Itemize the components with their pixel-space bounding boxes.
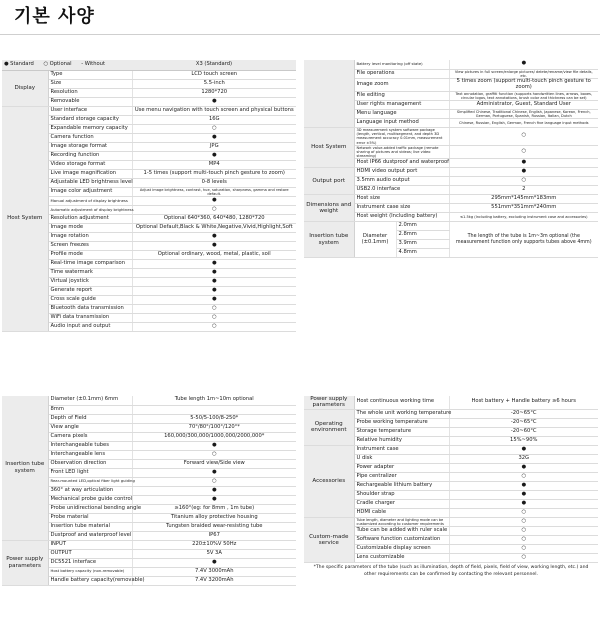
spec-label: HDMI cable (354, 508, 449, 517)
spec-label: Bluetooth data transmission (48, 304, 132, 313)
spec-label: Probe material (48, 513, 132, 522)
section-label: Insertion tube system (304, 222, 354, 258)
table-row (304, 517, 598, 526)
spec-label: Cross scale guide (48, 295, 132, 304)
section-label: Dimensions and weight (304, 195, 354, 222)
spec-value: ○ (449, 177, 598, 186)
spec-value: 7.4V 3200mAh (132, 576, 296, 585)
spec-label: Screen freezes (48, 241, 132, 250)
spec-value: ● (132, 133, 296, 142)
section-label: Output port (304, 168, 354, 195)
spec-value: Tungsten braided wear-resisting tube (132, 522, 296, 531)
spec-value: ● (449, 490, 598, 499)
bl-body (2, 396, 296, 585)
spec-label: Power adapter (354, 463, 449, 472)
spec-label: Recording function (48, 151, 132, 160)
section-label: Power supply parameters (304, 396, 354, 409)
spec-label: Handle battery capacity(removable) (48, 576, 132, 585)
spec-label: Resolution (48, 88, 132, 97)
spec-label: Host size (354, 195, 449, 204)
spec-value: 160,000/300,000/1000,000/2000,000* (132, 432, 296, 441)
spec-value: 2 (449, 186, 598, 195)
diameter-label (354, 222, 396, 258)
spec-label: Virtual joystick (48, 277, 132, 286)
spec-label: DC5521 interface (48, 558, 132, 567)
spec-value: ● (449, 481, 598, 490)
legend (2, 60, 132, 70)
spec-label: Host battery capacity (non-removable) (48, 567, 132, 576)
spec-value: ● (449, 499, 598, 508)
spec-value: Chinese, Russian, English, German, French five language input methods (449, 119, 598, 128)
spec-label: Rear-mounted LED,optical fiber light guiding (48, 477, 132, 486)
spec-value: JPG (132, 142, 296, 151)
spec-value: 5 times zoom (support multi-touch pinch gesture to zoom) (449, 78, 598, 91)
section-label: Operating environment (304, 409, 354, 445)
spec-value: ● (449, 60, 598, 69)
spec-label: Interchangeable lens (48, 450, 132, 459)
spec-value: ○ (449, 145, 598, 158)
spec-label: Language input method (354, 119, 449, 128)
table-row (2, 70, 296, 79)
spec-value: ● (132, 259, 296, 268)
spec-label: Image rotation (48, 232, 132, 241)
spec-label: Type (48, 70, 132, 79)
spec-value: ○ (449, 508, 598, 517)
spec-label: Removable (48, 97, 132, 106)
spec-value: Text annotation, graffiti function (supports handwritten lines, arrows, boxes, circular logos, text annotations, brush color and thickness can be set) (449, 91, 598, 100)
spec-value: Titanium alloy protective housing (132, 513, 296, 522)
spec-label: Software function customization (354, 536, 449, 545)
spec-label: Probe unidirectional bending angle (48, 504, 132, 513)
table-row (304, 409, 598, 418)
spec-value: LCD touch screen (132, 70, 296, 79)
spec-label: Image mode (48, 223, 132, 232)
spec-value: ● (132, 277, 296, 286)
spec-value: ≥160°(eg: for 8mm , 1m tube) (132, 504, 296, 513)
spec-label: Network value-added traffic package (remote sharing of pictures and videos; live video streaming) (354, 145, 449, 158)
section-label: Custom-made service (304, 517, 354, 562)
spec-label: Generate report (48, 286, 132, 295)
spec-value: ● (132, 241, 296, 250)
spec-value: ○ (132, 477, 296, 486)
table-row (304, 128, 598, 146)
section-label: Display (2, 70, 48, 106)
spec-value: ○ (132, 450, 296, 459)
spec-label: Manual adjustment of display brightness (48, 196, 132, 205)
spec-value: ● (132, 486, 296, 495)
table-row (304, 396, 598, 409)
spec-value: -20~65°C (449, 418, 598, 427)
spec-label: Adjustable LED brightness level (48, 178, 132, 187)
spec-value: Optional ordinary, wood, metal, plastic, soil (132, 250, 296, 259)
spec-label: Image color adjustment (48, 187, 132, 196)
table-row (304, 445, 598, 454)
table-row (304, 168, 598, 177)
spec-value: View pictures in full screen/enlarge pictures/ delete/rename/view file details, etc. (449, 69, 598, 78)
spec-label: Lens customizable (354, 554, 449, 563)
section-label: Accessories (304, 445, 354, 517)
spec-value: ● (132, 151, 296, 160)
spec-value: ○ (132, 313, 296, 322)
spec-value: ● (132, 468, 296, 477)
spec-value: ○ (449, 517, 598, 526)
spec-value: Optional Default,Black & White,Negative,Vivid,Highlight,Soft (132, 223, 296, 232)
spec-label: Tube can be added with ruler scale (354, 527, 449, 536)
spec-label: USB2.0 interface (354, 186, 449, 195)
spec-label: Pipe centralizer (354, 472, 449, 481)
legend-without: - Without (81, 60, 105, 67)
spec-value: 5-50/5-100/8-250* (132, 414, 296, 423)
table-row (2, 540, 296, 549)
spec-label: 3D measurement system software package (length, vertical, multisegment, and depth 3D measurement accuracy 0.01mm, measurement error ±5%) (354, 128, 449, 146)
spec-value (132, 405, 296, 414)
spec-label: Menu language (354, 109, 449, 118)
spec-label: Observation direction (48, 459, 132, 468)
spec-value: Administrator, Guest, Standard User (449, 100, 598, 109)
diameter-value: 2.8mm (396, 231, 449, 240)
spec-label: Host continuous working time (354, 396, 449, 409)
diameter-title: Diameter (±0.1mm) (361, 232, 389, 245)
spec-label: Automatic adjustment of display brightness (48, 205, 132, 214)
spec-label: 360° at way articulation (48, 486, 132, 495)
spec-value: Forward view/Side view (132, 459, 296, 468)
section-label (304, 60, 354, 128)
spec-label: Interchangeable tubes (48, 441, 132, 450)
spec-label: User interface (48, 106, 132, 115)
spec-label: Depth of Field (48, 414, 132, 423)
section-label: Insertion tube system (2, 396, 48, 540)
diameter-value: 4.8mm (396, 249, 449, 258)
spec-label: Front LED light (48, 468, 132, 477)
legend-standard: ● Standard (4, 60, 34, 67)
spec-label: Video storage format (48, 160, 132, 169)
table-row (304, 60, 598, 69)
spec-label: Camera pixels (48, 432, 132, 441)
tube-length-note: The length of the tube is 1m~3m optional (the measurement function only supports tubes above 4mm) (449, 222, 598, 258)
spec-label: File editing (354, 91, 449, 100)
spec-value: 15%~90% (449, 436, 598, 445)
spec-value: 220±10%V 50Hz (132, 540, 296, 549)
spec-value: ● (132, 268, 296, 277)
spec-label: File operations (354, 69, 449, 78)
spec-label: Tube length, diameter and lighting mode can be customized according to customer requirements (354, 517, 449, 526)
spec-label: Camera function (48, 133, 132, 142)
legend-optional: ○ Optional (43, 60, 72, 67)
diameter-value: 3.9mm (396, 240, 449, 249)
spec-label: 3.5mm audio output (354, 177, 449, 186)
spec-label: Profile mode (48, 250, 132, 259)
section-label: Power supply parameters (2, 540, 48, 585)
spec-label: Rechargeable lithium battery (354, 481, 449, 490)
spec-value: -20~65°C (449, 409, 598, 418)
spec-label: Battery level monitoring (off state) (354, 60, 449, 69)
spec-value: ○ (449, 545, 598, 554)
spec-value: 1280*720 (132, 88, 296, 97)
spec-value: Host battery + Handle battery ≥6 hours (449, 396, 598, 409)
spec-label: Diameter (±0.1mm) 6mm (48, 396, 132, 405)
spec-table-bottom-right (304, 396, 598, 580)
title-divider (0, 34, 600, 35)
spec-label: 8mm (48, 405, 132, 414)
spec-table-bottom-left (2, 396, 296, 586)
spec-label: OUTPUT (48, 549, 132, 558)
spec-value: ● (449, 168, 598, 177)
spec-label: The whole unit working temperature (354, 409, 449, 418)
spec-value: IP67 (132, 531, 296, 540)
tl-body (2, 70, 296, 331)
spec-label: Live image magnification (48, 169, 132, 178)
spec-value: ● (449, 445, 598, 454)
spec-label: Resolution adjustment (48, 214, 132, 223)
model-label: X3 (Standard) (132, 60, 296, 70)
spec-table-top-right (304, 60, 598, 258)
spec-value: Optional 640*360, 640*480, 1280*720 (132, 214, 296, 223)
spec-value: 5.5-inch (132, 79, 296, 88)
table-row (304, 195, 598, 204)
spec-label: Real-time image comparison (48, 259, 132, 268)
spec-value: 32G (449, 454, 598, 463)
table-row (2, 106, 296, 115)
spec-label: Time watermark (48, 268, 132, 277)
table-row (2, 396, 296, 405)
spec-value: ● (132, 495, 296, 504)
br-body (304, 396, 598, 563)
spec-value: ● (132, 558, 296, 567)
spec-label: Customizable display screen (354, 545, 449, 554)
spec-value: ○ (132, 205, 296, 214)
spec-label: User rights management (354, 100, 449, 109)
spec-label: Cradle charger (354, 499, 449, 508)
spec-value: 0-8 levels (132, 178, 296, 187)
spec-value: ● (132, 441, 296, 450)
spec-value: Adjust image brightness, contrast, hue, saturation, sharpness, gamma and restore default. (132, 187, 296, 196)
spec-value: ○ (132, 322, 296, 331)
spec-label: Standard storage capacity (48, 115, 132, 124)
spec-value: Simplified Chinese, Traditional Chinese, English, Japanese, Korean, French, German, Portuguese, Spanish, Russian, Italian, Dutch (449, 109, 598, 118)
spec-label: Instrument case size (354, 204, 449, 213)
spec-label: Storage temperature (354, 427, 449, 436)
spec-value: Use menu navigation with touch screen and physical buttons (132, 106, 296, 115)
spec-value: ● (449, 463, 598, 472)
spec-label: WiFi data transmission (48, 313, 132, 322)
spec-value: ○ (449, 472, 598, 481)
spec-label: Audio input and output (48, 322, 132, 331)
spec-value: ● (132, 97, 296, 106)
spec-value: ● (132, 232, 296, 241)
spec-label: View angle (48, 423, 132, 432)
spec-label: Dustproof and waterproof level (48, 531, 132, 540)
spec-value: 295mm*145mm*183mm (449, 195, 598, 204)
spec-label: Mechanical probe guide control (48, 495, 132, 504)
spec-value: 1-5 times (support multi-touch pinch gesture to zoom) (132, 169, 296, 178)
section-label: Host System (304, 128, 354, 168)
spec-label: Instrument case (354, 445, 449, 454)
spec-value: ○ (132, 304, 296, 313)
spec-value: ○ (132, 124, 296, 133)
spec-value: ○ (449, 527, 598, 536)
spec-value: Tube length 1m~10m optional (132, 396, 296, 405)
section-label: Host System (2, 106, 48, 331)
spec-label: Shoulder strap (354, 490, 449, 499)
spec-label: U disk (354, 454, 449, 463)
legend-row (2, 60, 296, 70)
spec-label: Image zoom (354, 78, 449, 91)
spec-value: ○ (449, 128, 598, 146)
spec-label: Relative humidity (354, 436, 449, 445)
spec-value: 5V 3A (132, 549, 296, 558)
spec-label: Probe working temperature (354, 418, 449, 427)
spec-value: 16G (132, 115, 296, 124)
spec-value: -20~60°C (449, 427, 598, 436)
spec-value: 551mm*351mm*240mm (449, 204, 598, 213)
spec-label: Host weight (Including battery) (354, 213, 449, 222)
spec-label: Image storage format (48, 142, 132, 151)
spec-label: Insertion tube material (48, 522, 132, 531)
spec-label: Expandable memory capacity (48, 124, 132, 133)
spec-value: ○ (449, 554, 598, 563)
page-title: 기본 사양 (14, 6, 95, 27)
spec-value: 7.4V 3000mAh (132, 567, 296, 576)
spec-value: ● (449, 159, 598, 168)
spec-label: Size (48, 79, 132, 88)
footnote: *The specific parameters of the tube (such as illumination, depth of field, pixels, field of view, working length, etc.) and other requirements can be confirmed by contacting the relevant personnel. (313, 565, 589, 577)
spec-label: Host IP66 dustproof and waterproof (354, 159, 449, 168)
spec-value: ● (132, 196, 296, 205)
spec-value: ≤1.5kg (Including battery, excluding instrument case and accessories) (449, 213, 598, 222)
tr-body (304, 60, 598, 258)
spec-value: ○ (449, 536, 598, 545)
spec-value: ● (132, 295, 296, 304)
spec-label: HDMI video output port (354, 168, 449, 177)
spec-value: ● (132, 286, 296, 295)
diameter-value: 2.0mm (396, 222, 449, 231)
spec-value: MP4 (132, 160, 296, 169)
spec-table-top-left (2, 60, 296, 332)
table-row (304, 222, 598, 231)
spec-value: 70°/80°/100°/120°* (132, 423, 296, 432)
spec-label: INPUT (48, 540, 132, 549)
